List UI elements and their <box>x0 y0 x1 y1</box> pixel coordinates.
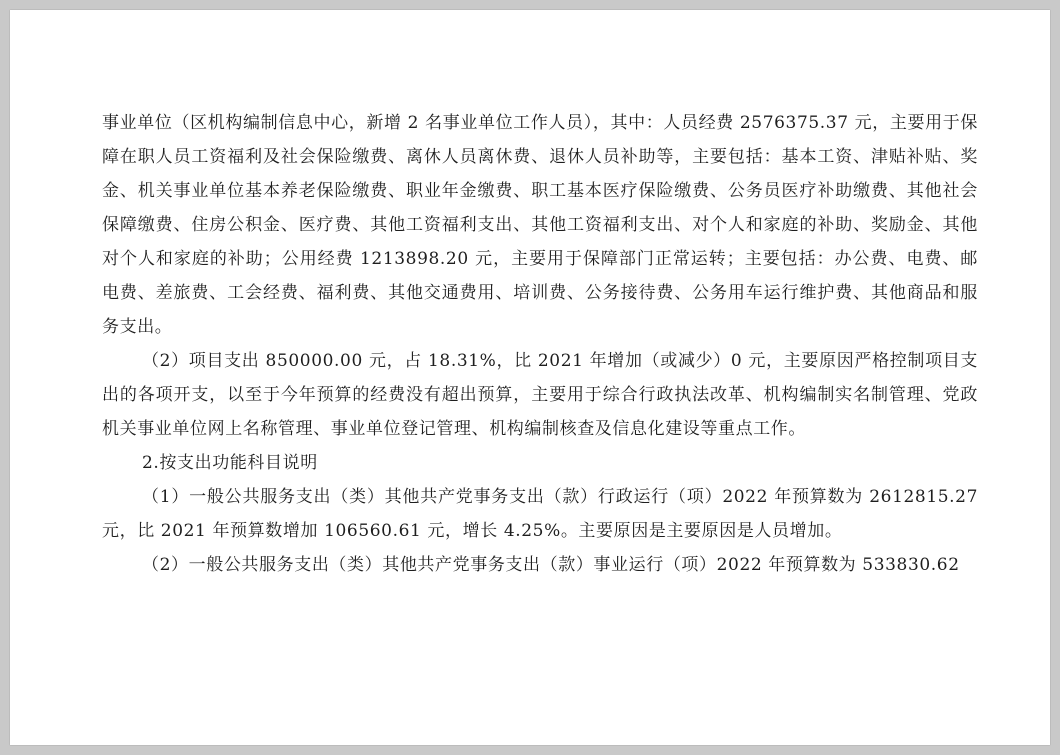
document-body <box>102 106 978 582</box>
document-page <box>10 10 1050 745</box>
paragraph-project-expenses: （2）项目支出 850000.00 元，占 18.31%，比 2021 年增加（或减少）0 元，主要原因严格控制项目支出的各项开支，以至于今年预算的经费没有超出预算，主要用于综合行政执法改革、机构编制实名制管理、党政机关事业单位网上名称管理、事业单位登记管理、机构编制核查及信息化建设等重点工作。 <box>102 351 978 439</box>
paragraph-admin-operation: （1）一般公共服务支出（类）其他共产党事务支出（款）行政运行（项）2022 年预算数为 2612815.27 元，比 2021 年预算数增加 106560.61 元，增长 4.25%。主要原因是主要原因是人员增加。 <box>102 487 978 541</box>
section-heading: 2.按支出功能科目说明 <box>142 453 318 473</box>
paragraph-institution-operation: （2）一般公共服务支出（类）其他共产党事务支出（款）事业运行（项）2022 年预算数为 533830.62 <box>142 555 960 575</box>
paragraph-staff-expenses: 事业单位（区机构编制信息中心，新增 2 名事业单位工作人员），其中：人员经费 2576375.37 元，主要用于保障在职人员工资福利及社会保险缴费、离休人员离休费、退休人员补助等，主要包括：基本工资、津贴补贴、奖金、机关事业单位基本养老保险缴费、职业年金缴费、职工基本医疗保险缴费、公务员医疗补助缴费、其他社会保障缴费、住房公积金、医疗费、其他工资福利支出、其他工资福利支出、对个人和家庭的补助、奖励金、其他对个人和家庭的补助；公用经费 1213898.20 元，主要用于保障部门正常运转；主要包括：办公费、电费、邮电费、差旅费、工会经费、福利费、其他交通费用、培训费、公务接待费、公务用车运行维护费、其他商品和服务支出。 <box>102 113 978 337</box>
